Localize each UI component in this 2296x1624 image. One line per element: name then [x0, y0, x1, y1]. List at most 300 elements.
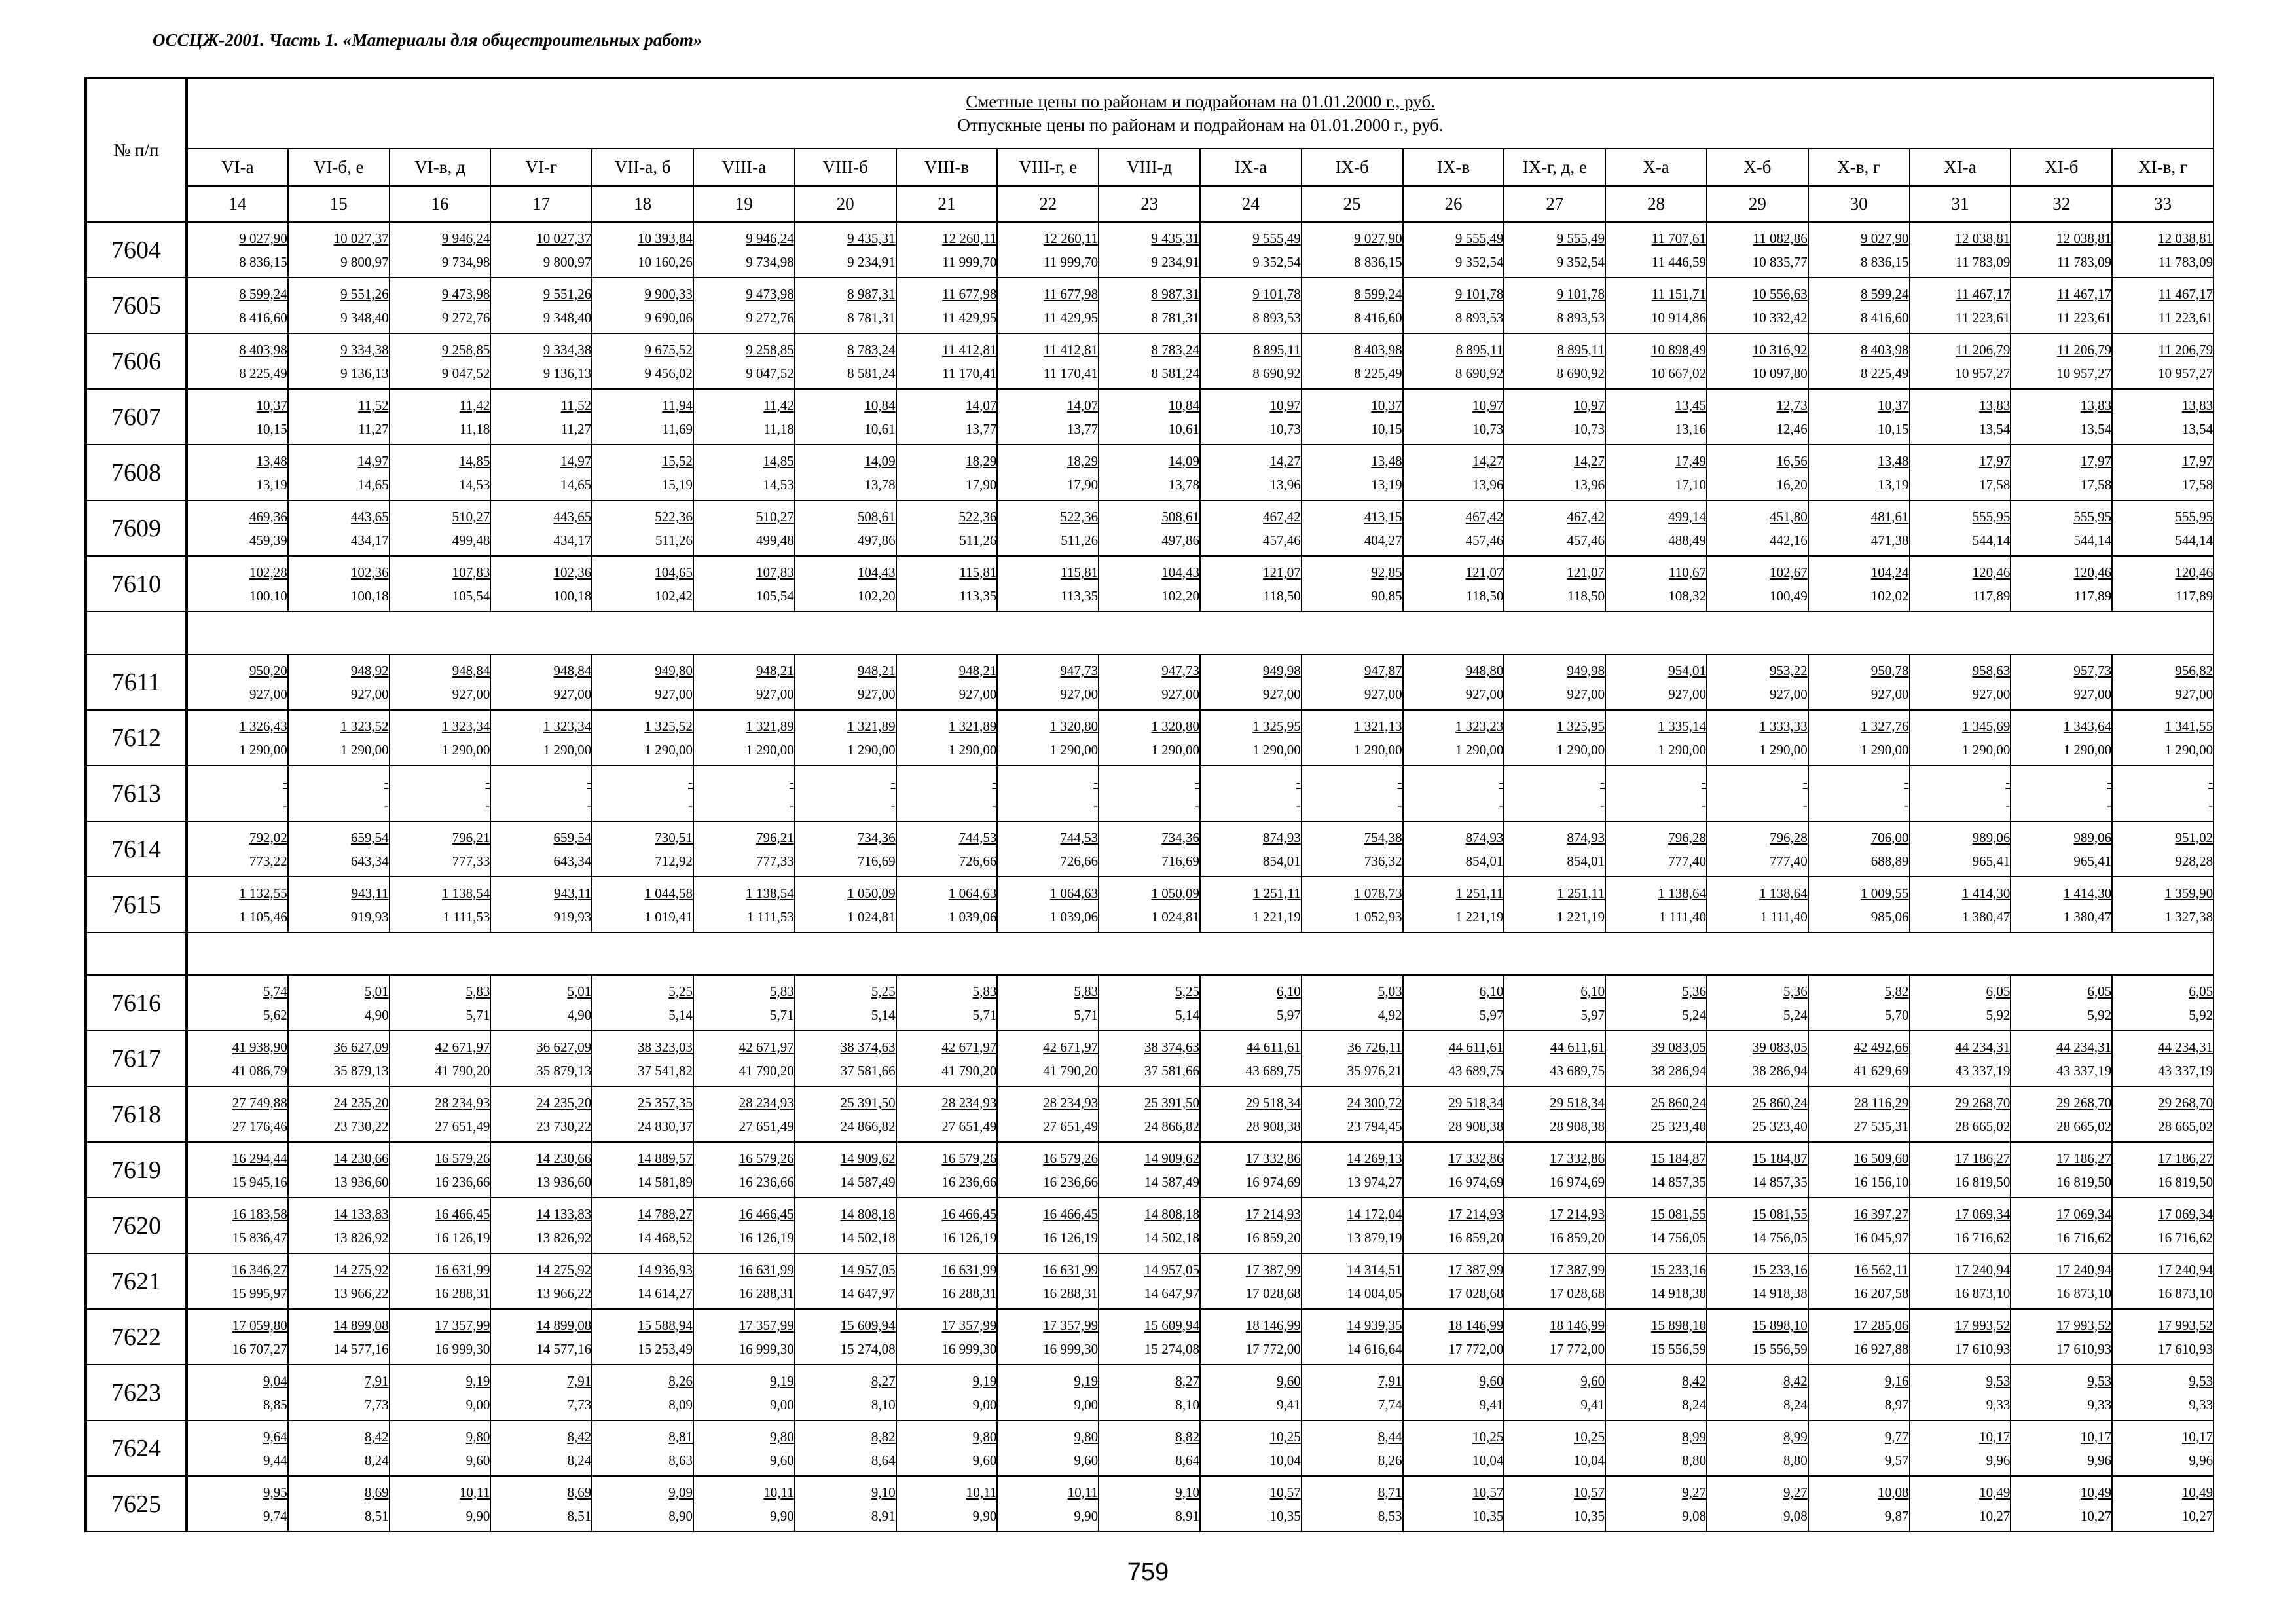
estimated-price: 10,17	[2080, 1428, 2112, 1445]
price-cell	[795, 278, 896, 333]
price-cell	[1099, 389, 1200, 445]
release-price: 16 288,31	[941, 1285, 997, 1301]
price-cell	[490, 1309, 592, 1365]
release-price: 5,14	[668, 1006, 693, 1023]
estimated-price: 12 260,11	[942, 230, 997, 246]
price-cell	[1910, 766, 2011, 821]
price-cell	[1605, 222, 1707, 278]
price-cell	[490, 654, 592, 710]
estimated-price: 499,14	[1668, 508, 1706, 525]
release-price: 28 908,38	[1448, 1118, 1504, 1134]
price-cell	[997, 877, 1099, 932]
estimated-price: 16 631,99	[435, 1261, 490, 1278]
estimated-price: 13,48	[1371, 452, 1402, 469]
estimated-price: 8,71	[1377, 1484, 1402, 1500]
release-price: 25 323,40	[1650, 1118, 1706, 1134]
release-price: 9 800,97	[543, 253, 592, 270]
release-price: 8,53	[1377, 1507, 1402, 1524]
estimated-price: 956,82	[2175, 662, 2214, 678]
estimated-price: 10,84	[864, 397, 896, 413]
price-cell	[1707, 975, 1808, 1031]
estimated-price: 8,99	[1682, 1428, 1706, 1445]
estimated-price: 28 234,93	[435, 1094, 490, 1111]
estimated-price: 796,28	[1770, 829, 1808, 845]
price-cell	[490, 1031, 592, 1086]
estimated-price: 11 151,71	[1651, 286, 1706, 302]
estimated-price: 874,93	[1263, 829, 1301, 845]
release-price: 1 290,00	[543, 741, 592, 758]
estimated-price: 14 957,05	[840, 1261, 896, 1278]
estimated-price: 7,91	[567, 1373, 592, 1389]
release-price: 14 581,89	[637, 1173, 693, 1190]
release-price: 28 908,38	[1245, 1118, 1301, 1134]
estimated-price: 9 435,31	[1151, 230, 1199, 246]
price-cell	[187, 278, 288, 333]
price-cell	[592, 710, 693, 766]
price-cell	[390, 1198, 491, 1253]
price-cell	[693, 654, 795, 710]
release-price: 14 614,27	[637, 1285, 693, 1301]
estimated-price: 107,83	[756, 564, 794, 580]
release-price: 16 819,50	[2158, 1173, 2214, 1190]
estimated-price: 1 414,30	[2063, 885, 2112, 901]
price-cell	[592, 877, 693, 932]
estimated-price: 5,03	[1377, 983, 1402, 999]
price-cell	[2011, 1142, 2112, 1198]
estimated-price: 10,11	[763, 1484, 794, 1500]
estimated-price: 9,10	[871, 1484, 896, 1500]
price-cell	[896, 1253, 998, 1309]
release-price: 16 716,62	[1955, 1229, 2011, 1246]
release-price: 23 730,22	[536, 1118, 592, 1134]
estimated-price: 949,98	[1567, 662, 1605, 678]
release-price: 13,19	[256, 476, 287, 492]
price-cell	[1605, 975, 1707, 1031]
release-price: 10,15	[1371, 420, 1402, 437]
estimated-price: 17 186,27	[2056, 1150, 2112, 1166]
district-header: VIII-б	[795, 149, 896, 186]
row-number: 7625	[86, 1476, 187, 1532]
price-cell	[795, 1365, 896, 1420]
release-price: 11 223,61	[1956, 309, 2011, 325]
estimated-price: 14 788,27	[637, 1206, 693, 1222]
price-cell	[2011, 654, 2112, 710]
estimated-price: 14 808,18	[1144, 1206, 1199, 1222]
estimated-price: 29 268,70	[1955, 1094, 2011, 1111]
estimated-price: 10,49	[2181, 1484, 2214, 1500]
estimated-price: 17 186,27	[1955, 1150, 2011, 1166]
price-cell	[490, 1365, 592, 1420]
price-cell	[187, 1253, 288, 1309]
estimated-price: 1 132,55	[239, 885, 287, 901]
price-cell	[997, 710, 1099, 766]
price-cell	[288, 654, 390, 710]
estimated-price: 734,36	[857, 829, 896, 845]
price-cell	[2112, 333, 2214, 389]
release-price: 17,90	[1066, 476, 1099, 492]
estimated-price: 121,07	[1263, 564, 1301, 580]
price-cell	[2112, 500, 2214, 556]
estimated-price: 8,42	[364, 1428, 389, 1445]
estimated-price: 16 562,11	[1854, 1261, 1909, 1278]
estimated-price: 25 860,24	[1752, 1094, 1808, 1111]
release-price: -	[1701, 797, 1706, 813]
release-price: 927,00	[958, 686, 997, 702]
price-cell	[592, 1476, 693, 1532]
estimated-price: 1 078,73	[1354, 885, 1402, 901]
release-price: 24 866,82	[840, 1118, 896, 1134]
release-price: 13 936,60	[333, 1173, 389, 1190]
price-cell	[288, 1476, 390, 1532]
release-price: 442,16	[1770, 532, 1808, 548]
estimated-price: 508,61	[1161, 508, 1199, 525]
price-cell	[2112, 389, 2214, 445]
estimated-price: 16 579,26	[1043, 1150, 1099, 1166]
estimated-price: 1 064,63	[948, 885, 997, 901]
estimated-price: 14 889,57	[637, 1150, 693, 1166]
estimated-price: 950,20	[249, 662, 287, 678]
estimated-price: 10,08	[1878, 1484, 1909, 1500]
estimated-price: 1 325,95	[1252, 718, 1301, 734]
price-cell	[1302, 389, 1403, 445]
price-cell	[1605, 389, 1707, 445]
estimated-price: -	[1904, 773, 1909, 790]
release-price: 5,97	[1277, 1006, 1301, 1023]
estimated-price: 17 357,99	[941, 1317, 997, 1333]
price-cell	[1403, 1365, 1504, 1420]
estimated-price: 1 326,43	[239, 718, 287, 734]
price-cell	[1200, 654, 1302, 710]
row-number: 7605	[86, 278, 187, 333]
release-price: 16 236,66	[738, 1173, 794, 1190]
release-price: 35 879,13	[333, 1062, 389, 1079]
estimated-price: 15 081,55	[1650, 1206, 1706, 1222]
release-price: 5,71	[465, 1006, 490, 1023]
release-price: 17,58	[2080, 476, 2112, 492]
price-cell	[795, 821, 896, 877]
price-cell	[1200, 1198, 1302, 1253]
price-cell	[288, 975, 390, 1031]
price-cell	[1403, 975, 1504, 1031]
release-price: 8 893,53	[1455, 309, 1504, 325]
price-cell	[1808, 821, 1910, 877]
estimated-price: 467,42	[1465, 508, 1504, 525]
release-price: 9,41	[1277, 1396, 1301, 1412]
price-cell	[1707, 1476, 1808, 1532]
estimated-price: 10,84	[1168, 397, 1199, 413]
estimated-price: 9,95	[263, 1484, 287, 1500]
release-price: 15 274,08	[840, 1340, 896, 1357]
estimated-price: 11,94	[662, 397, 693, 413]
release-price: 927,00	[1465, 686, 1504, 702]
estimated-price: 16 631,99	[738, 1261, 794, 1278]
release-price: 17 610,93	[2056, 1340, 2112, 1357]
estimated-price: 1 341,55	[2164, 718, 2214, 734]
price-cell	[795, 975, 896, 1031]
estimated-price: 10,37	[256, 397, 287, 413]
row-number: 7607	[86, 389, 187, 445]
table-title	[187, 78, 2214, 149]
price-cell	[795, 389, 896, 445]
price-cell	[187, 1198, 288, 1253]
release-price: 688,89	[1870, 853, 1909, 869]
price-cell	[1910, 1309, 2011, 1365]
row-number: 7614	[86, 821, 187, 877]
price-cell	[490, 445, 592, 500]
estimated-price: 9 900,33	[644, 286, 693, 302]
release-price: 16 999,30	[435, 1340, 490, 1357]
price-cell	[390, 766, 491, 821]
release-price: 965,41	[1972, 853, 2011, 869]
release-price: 8,91	[871, 1507, 896, 1524]
price-cell	[997, 1142, 1099, 1198]
release-price: 16 859,20	[1448, 1229, 1504, 1246]
release-price: 11,27	[560, 420, 592, 437]
district-header: XI-а	[1910, 149, 2011, 186]
release-price: 43 689,75	[1550, 1062, 1605, 1079]
release-price: 113,35	[1061, 587, 1099, 604]
release-price: 497,86	[857, 532, 896, 548]
estimated-price: -	[1499, 773, 1504, 790]
release-price: 27 535,31	[1853, 1118, 1909, 1134]
release-price: 9 136,13	[543, 365, 592, 381]
estimated-price: 555,95	[2073, 508, 2112, 525]
price-cell	[693, 1142, 795, 1198]
price-cell	[288, 1420, 390, 1476]
estimated-price: 6,05	[1986, 983, 2011, 999]
row-number: 7606	[86, 333, 187, 389]
price-cell	[1707, 1198, 1808, 1253]
price-cell	[490, 1198, 592, 1253]
estimated-price: 11 467,17	[2056, 286, 2112, 302]
release-price: 11 999,70	[1043, 253, 1099, 270]
release-price: 927,00	[1870, 686, 1909, 702]
release-price: 11 170,41	[942, 365, 997, 381]
price-cell	[1605, 1365, 1707, 1420]
release-price: 854,01	[1263, 853, 1301, 869]
estimated-price: 1 138,64	[1658, 885, 1706, 901]
price-cell	[490, 1476, 592, 1532]
price-cell	[1403, 1086, 1504, 1142]
estimated-price: 8 599,24	[1861, 286, 1909, 302]
estimated-price: 744,53	[1060, 829, 1099, 845]
price-cell	[2112, 556, 2214, 612]
estimated-price: 120,46	[1972, 564, 2011, 580]
district-header: XI-б	[2011, 149, 2112, 186]
estimated-price: 15 898,10	[1752, 1317, 1808, 1333]
estimated-price: 9 027,90	[1861, 230, 1909, 246]
price-cell	[693, 389, 795, 445]
price-cell	[1403, 1198, 1504, 1253]
estimated-price: 6,10	[1277, 983, 1301, 999]
price-cell	[896, 1420, 998, 1476]
table-row	[86, 766, 2214, 821]
release-price: 1 290,00	[1759, 741, 1808, 758]
estimated-price: 6,10	[1479, 983, 1504, 999]
district-header: X-а	[1605, 149, 1707, 186]
estimated-price: 120,46	[2175, 564, 2214, 580]
estimated-price: 943,11	[554, 885, 592, 901]
price-cell	[1707, 710, 1808, 766]
price-cell	[187, 1309, 288, 1365]
price-cell	[490, 1420, 592, 1476]
price-cell	[1605, 1142, 1707, 1198]
price-cell	[1099, 1309, 1200, 1365]
table-row	[86, 500, 2214, 556]
release-price: 511,26	[1061, 532, 1099, 548]
release-price: 8,80	[1682, 1452, 1706, 1468]
estimated-price: 954,01	[1668, 662, 1706, 678]
release-prices-title: Отпускные цены по районам и подрайонам на 01.01.2000 г., руб.	[957, 115, 1444, 135]
release-price: 9 234,91	[847, 253, 896, 270]
estimated-price: -	[2208, 773, 2214, 790]
price-cell	[795, 1086, 896, 1142]
estimated-price: 9 946,24	[441, 230, 490, 246]
row-number: 7623	[86, 1365, 187, 1420]
price-cell	[693, 333, 795, 389]
estimated-price: 9 473,98	[746, 286, 794, 302]
release-price: 10,35	[1269, 1507, 1301, 1524]
estimated-price: 28 234,93	[941, 1094, 997, 1111]
price-cell	[1099, 877, 1200, 932]
estimated-price: 36 627,09	[536, 1039, 592, 1055]
column-number: 24	[1200, 186, 1302, 222]
price-cell	[2112, 445, 2214, 500]
estimated-price: 413,15	[1364, 508, 1402, 525]
price-cell	[1504, 1142, 1605, 1198]
estimated-price: 17,97	[1979, 452, 2011, 469]
price-cell	[693, 1031, 795, 1086]
estimated-price: 948,21	[857, 662, 896, 678]
release-price: 16 288,31	[1043, 1285, 1099, 1301]
price-cell	[390, 1031, 491, 1086]
release-price: 1 290,00	[441, 741, 490, 758]
estimated-price: 9 101,78	[1252, 286, 1301, 302]
price-cell	[1808, 654, 1910, 710]
release-price: 15 556,59	[1650, 1340, 1706, 1357]
row-number: 7611	[86, 654, 187, 710]
release-price: 9 348,40	[543, 309, 592, 325]
release-price: 17 028,68	[1448, 1285, 1504, 1301]
release-price: 8,26	[1377, 1452, 1402, 1468]
estimated-price: 1 321,13	[1354, 718, 1402, 734]
estimated-price: 44 234,31	[2158, 1039, 2214, 1055]
release-price: 16 859,20	[1550, 1229, 1605, 1246]
price-cell	[1403, 710, 1504, 766]
release-price: 11 170,41	[1043, 365, 1099, 381]
row-number: 7621	[86, 1253, 187, 1309]
price-cell	[1910, 278, 2011, 333]
release-price: -	[1600, 797, 1605, 813]
estimated-price: 443,65	[553, 508, 592, 525]
price-cell	[1403, 222, 1504, 278]
estimated-price: 10,11	[966, 1484, 997, 1500]
estimated-price: 102,67	[1770, 564, 1808, 580]
price-cell	[1302, 1476, 1403, 1532]
district-header: IX-г, д, е	[1504, 149, 1605, 186]
release-price: 7,73	[364, 1396, 389, 1412]
price-cell	[1707, 1253, 1808, 1309]
column-number: 23	[1099, 186, 1200, 222]
row-number: 7604	[86, 222, 187, 278]
release-price: 9 800,97	[340, 253, 389, 270]
price-cell	[1302, 1309, 1403, 1365]
price-cell	[1910, 710, 2011, 766]
price-cell	[1910, 1142, 2011, 1198]
release-price: 927,00	[1364, 686, 1402, 702]
release-price: 1 290,00	[746, 741, 794, 758]
estimated-price: 9,60	[1580, 1373, 1605, 1389]
price-cell	[288, 1309, 390, 1365]
release-price: 13,77	[966, 420, 997, 437]
estimated-price: 5,36	[1682, 983, 1706, 999]
release-price: 1 111,53	[746, 908, 794, 925]
release-price: 9,00	[972, 1396, 997, 1412]
release-price: 16 974,69	[1245, 1173, 1301, 1190]
release-price: 11,18	[459, 420, 490, 437]
estimated-price: 953,22	[1770, 662, 1808, 678]
release-price: 1 290,00	[1049, 741, 1099, 758]
price-cell	[896, 222, 998, 278]
estimated-price: 25 391,50	[840, 1094, 896, 1111]
price-cell	[1910, 1420, 2011, 1476]
estimated-price: 10,37	[1371, 397, 1402, 413]
release-price: 10,35	[1573, 1507, 1605, 1524]
estimated-price: 17,49	[1675, 452, 1706, 469]
price-cell	[1605, 654, 1707, 710]
district-header-row	[86, 149, 2214, 186]
release-price: 16 974,69	[1448, 1173, 1504, 1190]
release-price: 9,57	[1884, 1452, 1909, 1468]
estimated-price: 92,85	[1371, 564, 1402, 580]
release-price: -	[1093, 797, 1099, 813]
estimated-price: 15,52	[661, 452, 693, 469]
price-cell	[1707, 333, 1808, 389]
release-price: 8 416,60	[1354, 309, 1402, 325]
estimated-price: 508,61	[857, 508, 896, 525]
price-cell	[1707, 1420, 1808, 1476]
price-cell	[288, 1086, 390, 1142]
release-price: 1 380,47	[1961, 908, 2011, 925]
estimated-price: 11 677,98	[942, 286, 997, 302]
price-cell	[1910, 1253, 2011, 1309]
estimated-price: 12 038,81	[1955, 230, 2011, 246]
price-cell	[1099, 1420, 1200, 1476]
release-price: 5,97	[1479, 1006, 1504, 1023]
release-price: 13 966,22	[333, 1285, 389, 1301]
estimated-price: 14 133,83	[333, 1206, 389, 1222]
price-cell	[187, 1031, 288, 1086]
table-row	[86, 389, 2214, 445]
estimated-price: 1 064,63	[1049, 885, 1099, 901]
estimated-price: 27 749,88	[232, 1094, 287, 1111]
estimated-price: 29 518,34	[1550, 1094, 1605, 1111]
release-price: 9,44	[263, 1452, 287, 1468]
price-cell	[1910, 222, 2011, 278]
estimated-price: 1 325,52	[644, 718, 693, 734]
price-cell	[2011, 445, 2112, 500]
release-price: 16 999,30	[941, 1340, 997, 1357]
price-cell	[1910, 389, 2011, 445]
estimated-price: 15 588,94	[637, 1317, 693, 1333]
release-price: 11,27	[358, 420, 389, 437]
estimated-price: 8 895,11	[1253, 341, 1301, 358]
release-price: 434,17	[350, 532, 389, 548]
release-price: 15,19	[661, 476, 693, 492]
price-cell	[2011, 1253, 2112, 1309]
price-cell	[288, 278, 390, 333]
price-cell	[390, 1086, 491, 1142]
